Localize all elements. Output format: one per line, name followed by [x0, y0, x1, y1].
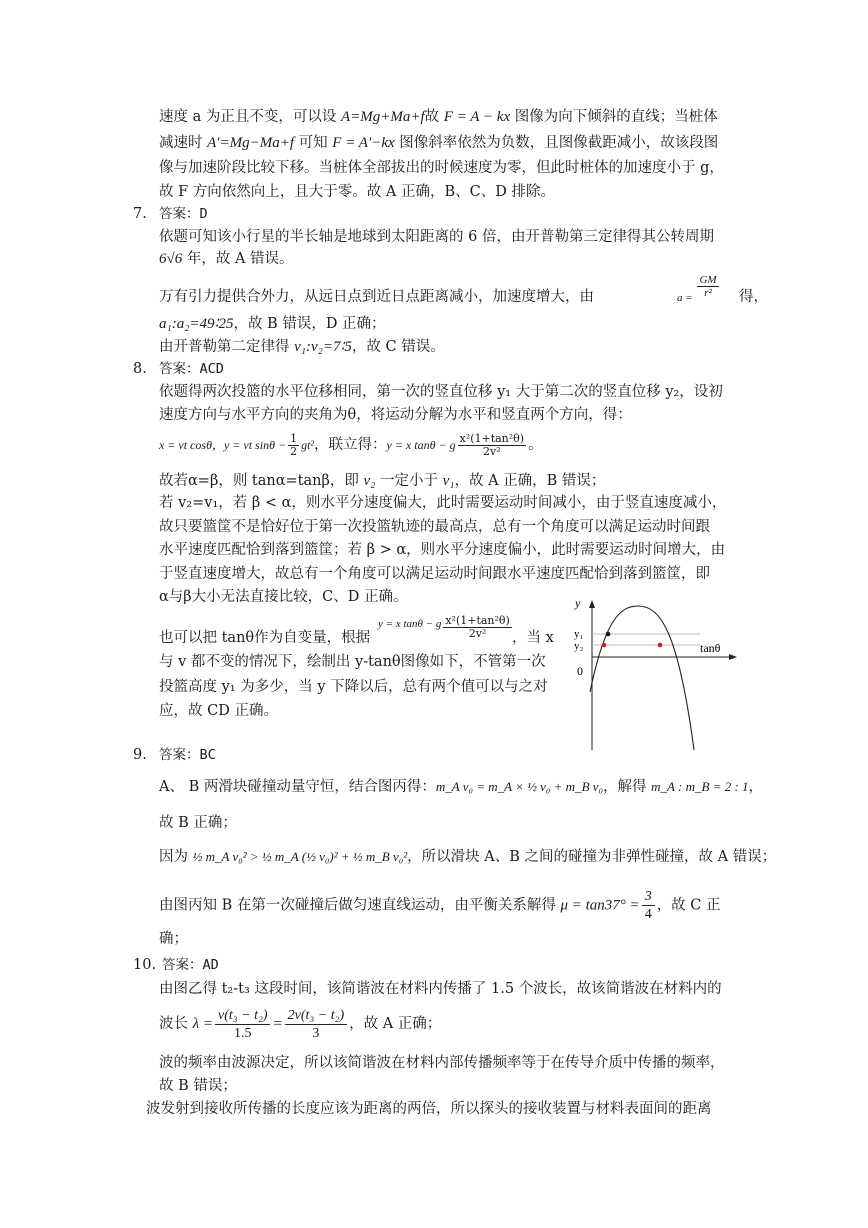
denominator: 2v² — [483, 445, 501, 458]
text: ， — [748, 779, 764, 795]
text: 。 — [528, 437, 543, 453]
formula: x = vt cosθ，y = vt sinθ − — [159, 438, 287, 452]
q8-line-1: 依题得两次投篮的水平位移相同，第一次的竖直位移 y₁ 大于第二次的竖直位移 y₂，设初 — [159, 384, 723, 400]
text: 可知 — [294, 135, 333, 151]
q8-line-3 — [159, 430, 543, 460]
formula: F = A′−kx — [332, 135, 395, 151]
question-7-number: 7. — [133, 206, 147, 222]
formula: y = x tanθ − g — [386, 438, 456, 452]
q8-formula-y-tan — [378, 615, 514, 640]
formula: 6√6 — [159, 251, 183, 267]
denominator: 2 — [290, 445, 298, 458]
fraction — [443, 615, 512, 640]
text: 图像斜率依然为负数，且图像截距减小，故该段图 — [394, 135, 719, 151]
q8-line-11: 与 v 都不变的情况下，绘制出 y-tanθ图像如下，不管第一次 — [159, 654, 546, 670]
q10-line-2 — [159, 1004, 441, 1044]
q9-line-5: 确； — [159, 931, 188, 947]
q8-line-8: 于竖直速度增大，故总有一个角度可以满足运动时间跟水平速度匹配恰到落到篮筐，即 — [159, 566, 710, 582]
q8-line-6: 故只要篮筐不是恰好位于第一次投篮轨迹的最高点，总有一个角度可以满足运动时间跟 — [159, 519, 710, 535]
question-8-number: 8. — [133, 361, 147, 377]
q10-line-1: 由图乙得 t₂-t₃ 这段时间，该简谐波在材料内传播了 1.5 个波长，故该简谐波在材料内的 — [159, 981, 722, 997]
intro-line-1 — [159, 106, 718, 128]
q7-line-3 — [159, 274, 768, 308]
formula: v₁:v₂=7∶5 — [294, 339, 352, 355]
question-10-answer: 答案：AD — [162, 957, 219, 973]
q7-line-1: 依题可知该小行星的半长轴是地球到太阳距离的 6 倍，由开普勒第三定律得其公转周期 — [159, 229, 714, 245]
q10-line-4: 故 B 错误； — [159, 1078, 237, 1094]
fraction — [642, 888, 655, 923]
numerator: GM — [699, 274, 717, 286]
intro-line-4: 故 F 方向依然向上，且大于零。故 A 正确，B、C、D 排除。 — [159, 184, 555, 200]
text: 故若α=β，则 tanα=tanβ，即 — [159, 473, 364, 489]
q8-line-13: 应，故 CD 正确。 — [159, 703, 278, 719]
fraction — [697, 274, 718, 299]
x-axis-arrow — [729, 654, 737, 660]
denominator: r² — [704, 287, 712, 299]
equals: = — [272, 1016, 283, 1032]
fraction — [458, 433, 527, 458]
text: 年，故 A 错误。 — [182, 251, 294, 267]
q8-line-7: 水平速度匹配恰到落到篮筐；若 β > α，则水平分速度偏小，此时需要运动时间增大，由 — [159, 542, 726, 558]
q7-line-2 — [159, 248, 294, 270]
q9-line-1 — [159, 776, 763, 798]
q9-line-4 — [159, 888, 721, 923]
text: 一定小于 — [375, 473, 443, 489]
denominator: 3 — [312, 1025, 320, 1041]
intro-line-2 — [159, 132, 718, 154]
question-8-answer: 答案：ACD — [159, 361, 224, 377]
text: 得， — [739, 289, 768, 305]
formula: μ = tan37° = — [560, 897, 640, 914]
q7-line-5 — [159, 336, 445, 358]
formula-lhs: a = — [677, 292, 693, 305]
text: 万有引力提供合外力，从远日点到近日点距离减小，加速度增大，由 — [159, 289, 594, 305]
y-axis-arrow — [589, 600, 595, 608]
formula: m_A v₀ = m_A × ½ v₀ + m_B v₀ — [435, 779, 604, 794]
numerator: 1 — [290, 432, 298, 445]
q8-line-10 — [159, 627, 370, 649]
text: ，所以滑块 A、B 之间的碰撞为非弹性碰撞，故 A 错误； — [407, 849, 777, 865]
text: 波长 — [159, 1016, 193, 1032]
q8-line-10-tail: ，当 x — [512, 630, 554, 646]
formula: v₂ — [363, 473, 376, 489]
fraction — [285, 1007, 348, 1042]
text: 由图丙知 B 在第一次碰撞后做匀速直线运动，由平衡关系解得 — [159, 897, 561, 914]
question-10-number: 10. — [133, 957, 157, 973]
numerator: 2v(t₃ − t₂) — [285, 1007, 348, 1025]
text: ，故 C 正 — [656, 897, 721, 914]
numerator: 3 — [642, 888, 655, 906]
x-axis-label: tanθ — [700, 641, 721, 655]
formula: F = A − kx — [443, 109, 511, 125]
text: A、 B 两滑块碰撞动量守恒，结合图丙得： — [159, 779, 436, 795]
denominator: 1.5 — [233, 1025, 252, 1041]
question-9-answer: 答案：BC — [159, 747, 216, 763]
q8-line-2: 速度方向与水平方向的夹角为θ，将运动分解为水平和竖直两个方向，得： — [159, 407, 632, 423]
q8-line-4 — [159, 470, 605, 492]
y2-point-left — [602, 643, 607, 648]
y2-label: y₂ — [574, 640, 584, 652]
formula: λ = — [192, 1016, 213, 1032]
fraction — [288, 433, 299, 458]
origin-label: 0 — [577, 664, 583, 678]
denominator: 2v² — [468, 627, 487, 640]
text: 因为 — [159, 849, 193, 865]
parabola-curve — [590, 606, 694, 750]
fraction — [215, 1007, 271, 1042]
numerator: x²(1+tan²θ) — [445, 614, 510, 627]
formula — [677, 274, 721, 305]
numerator: x²(1+tan²θ) — [459, 432, 525, 445]
q8-line-9: α与β大小无法直接比较，C、D 正确。 — [159, 589, 408, 605]
y2-point-right — [658, 643, 663, 648]
formula: A=Mg+Ma+f — [340, 109, 425, 125]
formula-lhs: y = x tanθ − g — [378, 617, 442, 630]
q7-line-4 — [159, 313, 386, 335]
q8-line-5: 若 v₂=v₁，若 β < α，则水平分速度偏大，此时需要运动时间减小，由于竖直速度减小， — [159, 495, 727, 511]
numerator: v(t₃ − t₂) — [215, 1007, 271, 1025]
question-9-number: 9. — [133, 747, 147, 763]
y-tan-theta-graph — [560, 590, 740, 760]
text: ，联立得： — [314, 437, 387, 453]
text: ，故 A 正确； — [349, 1016, 442, 1032]
formula: v₁ — [442, 473, 455, 489]
text: 图像为向下倾斜的直线；当桩体 — [510, 109, 718, 125]
text: 也可以把 tanθ作为自变量，根据 — [159, 630, 371, 646]
formula: A′=Mg−Ma+f — [207, 135, 295, 151]
intro-line-3: 像与加速阶段比较下移。当桩体全部拔出的时候速度为零，但此时桩体的加速度小于 g， — [159, 160, 724, 176]
q8-line-12: 投篮高度 y₁ 为多少，当 y 下降以后，总有两个值可以与之对 — [159, 679, 548, 695]
y-axis-label: y — [575, 596, 581, 610]
text: ，故 B 错误，D 正确； — [233, 316, 386, 332]
text: ，故 A 正确，B 错误； — [454, 473, 606, 489]
text: 减速时 — [159, 135, 208, 151]
q9-line-2: 故 B 正确； — [159, 815, 237, 831]
formula: ½ m_A v₀² > ½ m_A (½ v₀)² + ½ m_B v₀² — [192, 849, 408, 864]
q10-line-3: 波的频率由波源决定，所以该简谐波在材料内部传播频率等于在传导介质中传播的频率， — [159, 1055, 725, 1071]
formula: m_A : m_B = 2 : 1 — [651, 779, 749, 794]
formula: a₁:a₂=49∶25 — [159, 316, 234, 332]
question-7-answer: 答案：D — [159, 206, 208, 222]
y1-point — [606, 632, 611, 637]
text: 由开普勒第二定律得 — [159, 339, 295, 355]
formula: gt² — [301, 438, 314, 452]
q9-line-3 — [159, 846, 776, 868]
y1-label: y₁ — [574, 628, 584, 640]
denominator: 4 — [644, 907, 652, 922]
text: 故 — [424, 109, 444, 125]
text: ，解得 — [603, 779, 652, 795]
text: ，故 C 错误。 — [351, 339, 445, 355]
q10-line-5: 波发射到接收所传播的长度应该为距离的两倍，所以探头的接收装置与材料表面间的距离 — [146, 1101, 712, 1117]
text: 速度 a 为正且不变，可以设 — [159, 109, 341, 125]
